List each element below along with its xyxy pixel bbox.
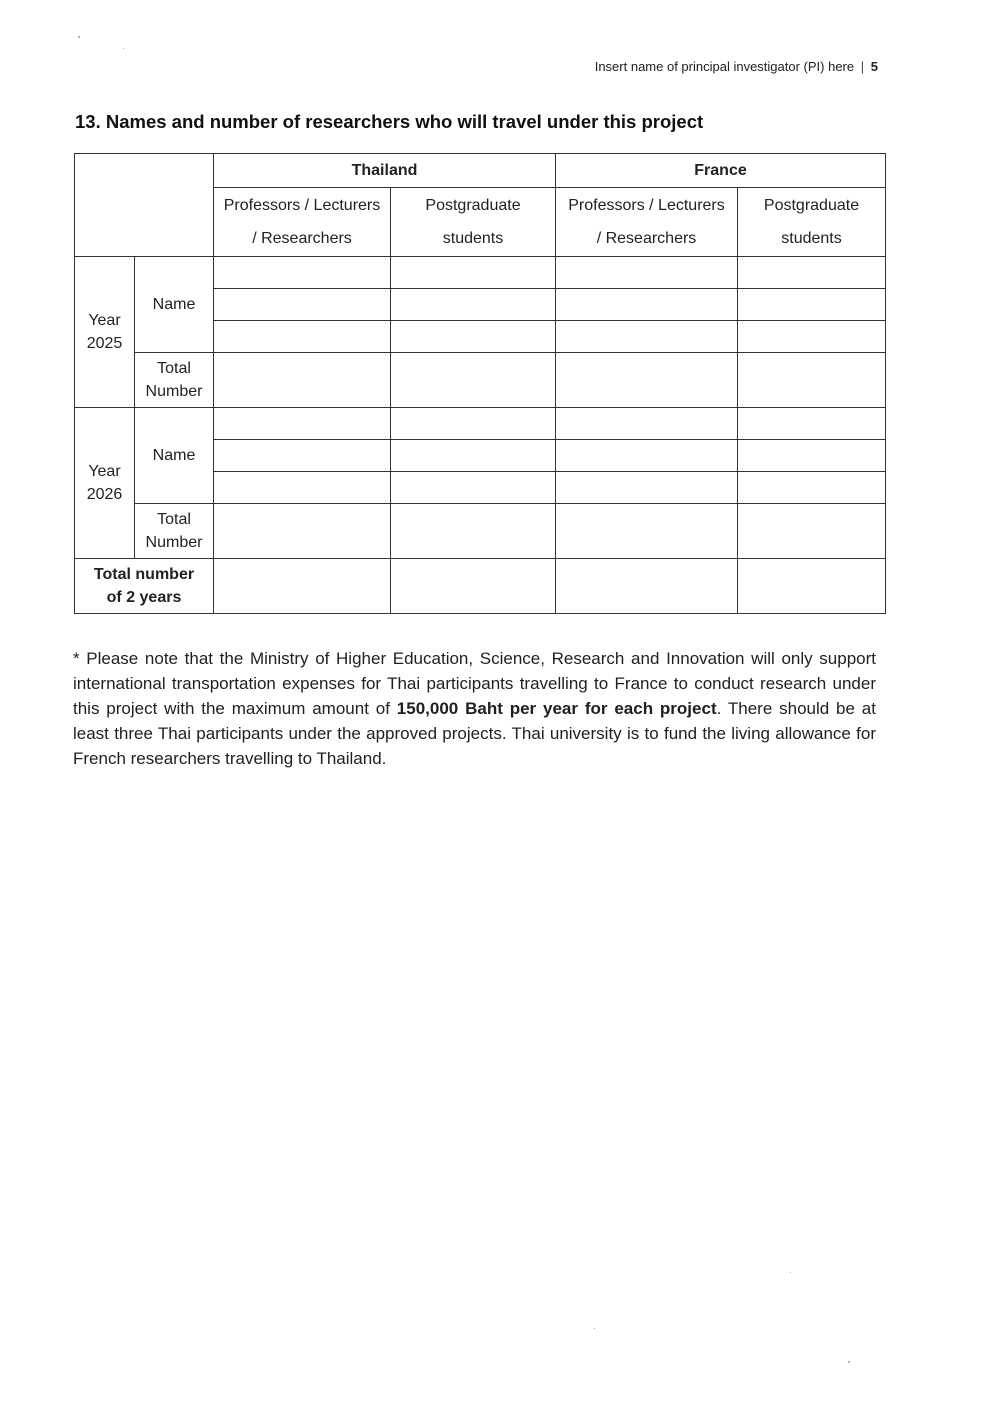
year-2025-name-label: Name — [135, 257, 214, 353]
scan-speck — [123, 48, 124, 49]
year-text: Year — [88, 463, 121, 480]
researchers-table — [74, 153, 886, 614]
corner-cell — [75, 154, 214, 257]
entry-cell[interactable] — [214, 408, 391, 440]
total-text: Number — [145, 534, 203, 551]
year-2025-label — [75, 257, 135, 408]
year-2025-name-row-1 — [75, 257, 886, 289]
entry-cell[interactable] — [391, 504, 556, 559]
header-text: Postgraduate — [763, 197, 860, 214]
entry-cell[interactable] — [556, 257, 738, 289]
running-title: Insert name of principal investigator (PI) here — [594, 59, 855, 74]
year-2025-total-label — [135, 353, 214, 408]
entry-cell[interactable] — [556, 440, 738, 472]
entry-cell[interactable] — [214, 289, 391, 321]
header-text: students — [781, 230, 842, 247]
entry-cell[interactable] — [391, 353, 556, 408]
entry-cell[interactable] — [738, 472, 886, 504]
entry-cell[interactable] — [214, 257, 391, 289]
entry-cell[interactable] — [214, 321, 391, 353]
scan-speck — [848, 1361, 850, 1363]
grand-total-label — [75, 559, 214, 614]
header-separator: | — [860, 59, 865, 74]
entry-cell[interactable] — [214, 353, 391, 408]
france-professors-header — [556, 188, 738, 257]
total-text: Total — [157, 360, 191, 377]
entry-cell[interactable] — [391, 559, 556, 614]
year-text: 2025 — [86, 335, 123, 352]
scan-speck — [594, 1328, 595, 1329]
note-text: * Please note that the Ministry of Higher Education, Science, Research and Innovation will only support international transportation expenses for Thai participants travelling to France to conduct research under this project with the maximum amount of — [73, 649, 876, 718]
entry-cell[interactable] — [738, 408, 886, 440]
entry-cell[interactable] — [214, 504, 391, 559]
entry-cell[interactable] — [738, 353, 886, 408]
country-thailand: Thailand — [214, 154, 556, 188]
year-text: 2026 — [86, 486, 123, 503]
entry-cell[interactable] — [738, 321, 886, 353]
entry-cell[interactable] — [556, 472, 738, 504]
entry-cell[interactable] — [556, 321, 738, 353]
header-text: Professors / Lecturers — [223, 197, 381, 214]
page-header — [595, 59, 878, 74]
entry-cell[interactable] — [391, 257, 556, 289]
note-text: . There should be at least three Thai participants under the approved projects. Thai university is to fund the living allowance for French researchers travelling to Thailand. — [73, 699, 876, 768]
year-2026-name-label: Name — [135, 408, 214, 504]
entry-cell[interactable] — [214, 472, 391, 504]
france-students-header — [738, 188, 886, 257]
year-text: Year — [88, 312, 121, 329]
year-2026-total-label — [135, 504, 214, 559]
thailand-professors-header — [214, 188, 391, 257]
header-text: / Researchers — [596, 230, 697, 247]
entry-cell[interactable] — [738, 289, 886, 321]
year-2025-total-row — [75, 353, 886, 408]
entry-cell[interactable] — [556, 559, 738, 614]
grand-total-text: of 2 years — [106, 589, 182, 606]
header-text: Postgraduate — [425, 197, 521, 214]
page-number: 5 — [870, 59, 878, 74]
entry-cell[interactable] — [214, 440, 391, 472]
entry-cell[interactable] — [391, 472, 556, 504]
entry-cell[interactable] — [391, 289, 556, 321]
entry-cell[interactable] — [738, 504, 886, 559]
country-header-row — [75, 154, 886, 188]
entry-cell[interactable] — [556, 504, 738, 559]
scan-speck — [790, 1272, 791, 1273]
year-2026-total-row — [75, 504, 886, 559]
year-2026-label — [75, 408, 135, 559]
header-text: Professors / Lecturers — [568, 197, 725, 214]
note-bold-amount: 150,000 Baht per year for each project — [396, 699, 717, 718]
entry-cell[interactable] — [214, 559, 391, 614]
section-title: 13. Names and number of researchers who will travel under this project — [75, 111, 704, 132]
country-france: France — [556, 154, 886, 188]
entry-cell[interactable] — [738, 440, 886, 472]
total-text: Number — [145, 383, 203, 400]
entry-cell[interactable] — [738, 257, 886, 289]
total-text: Total — [157, 511, 191, 528]
header-text: students — [442, 230, 504, 247]
entry-cell[interactable] — [391, 408, 556, 440]
thailand-students-header — [391, 188, 556, 257]
entry-cell[interactable] — [556, 353, 738, 408]
funding-note — [73, 646, 876, 771]
entry-cell[interactable] — [556, 289, 738, 321]
scan-speck — [78, 36, 80, 38]
header-text: / Researchers — [252, 230, 352, 247]
grand-total-row — [75, 559, 886, 614]
entry-cell[interactable] — [738, 559, 886, 614]
entry-cell[interactable] — [391, 440, 556, 472]
entry-cell[interactable] — [556, 408, 738, 440]
grand-total-text: Total number — [93, 566, 195, 583]
year-2026-name-row-1 — [75, 408, 886, 440]
entry-cell[interactable] — [391, 321, 556, 353]
